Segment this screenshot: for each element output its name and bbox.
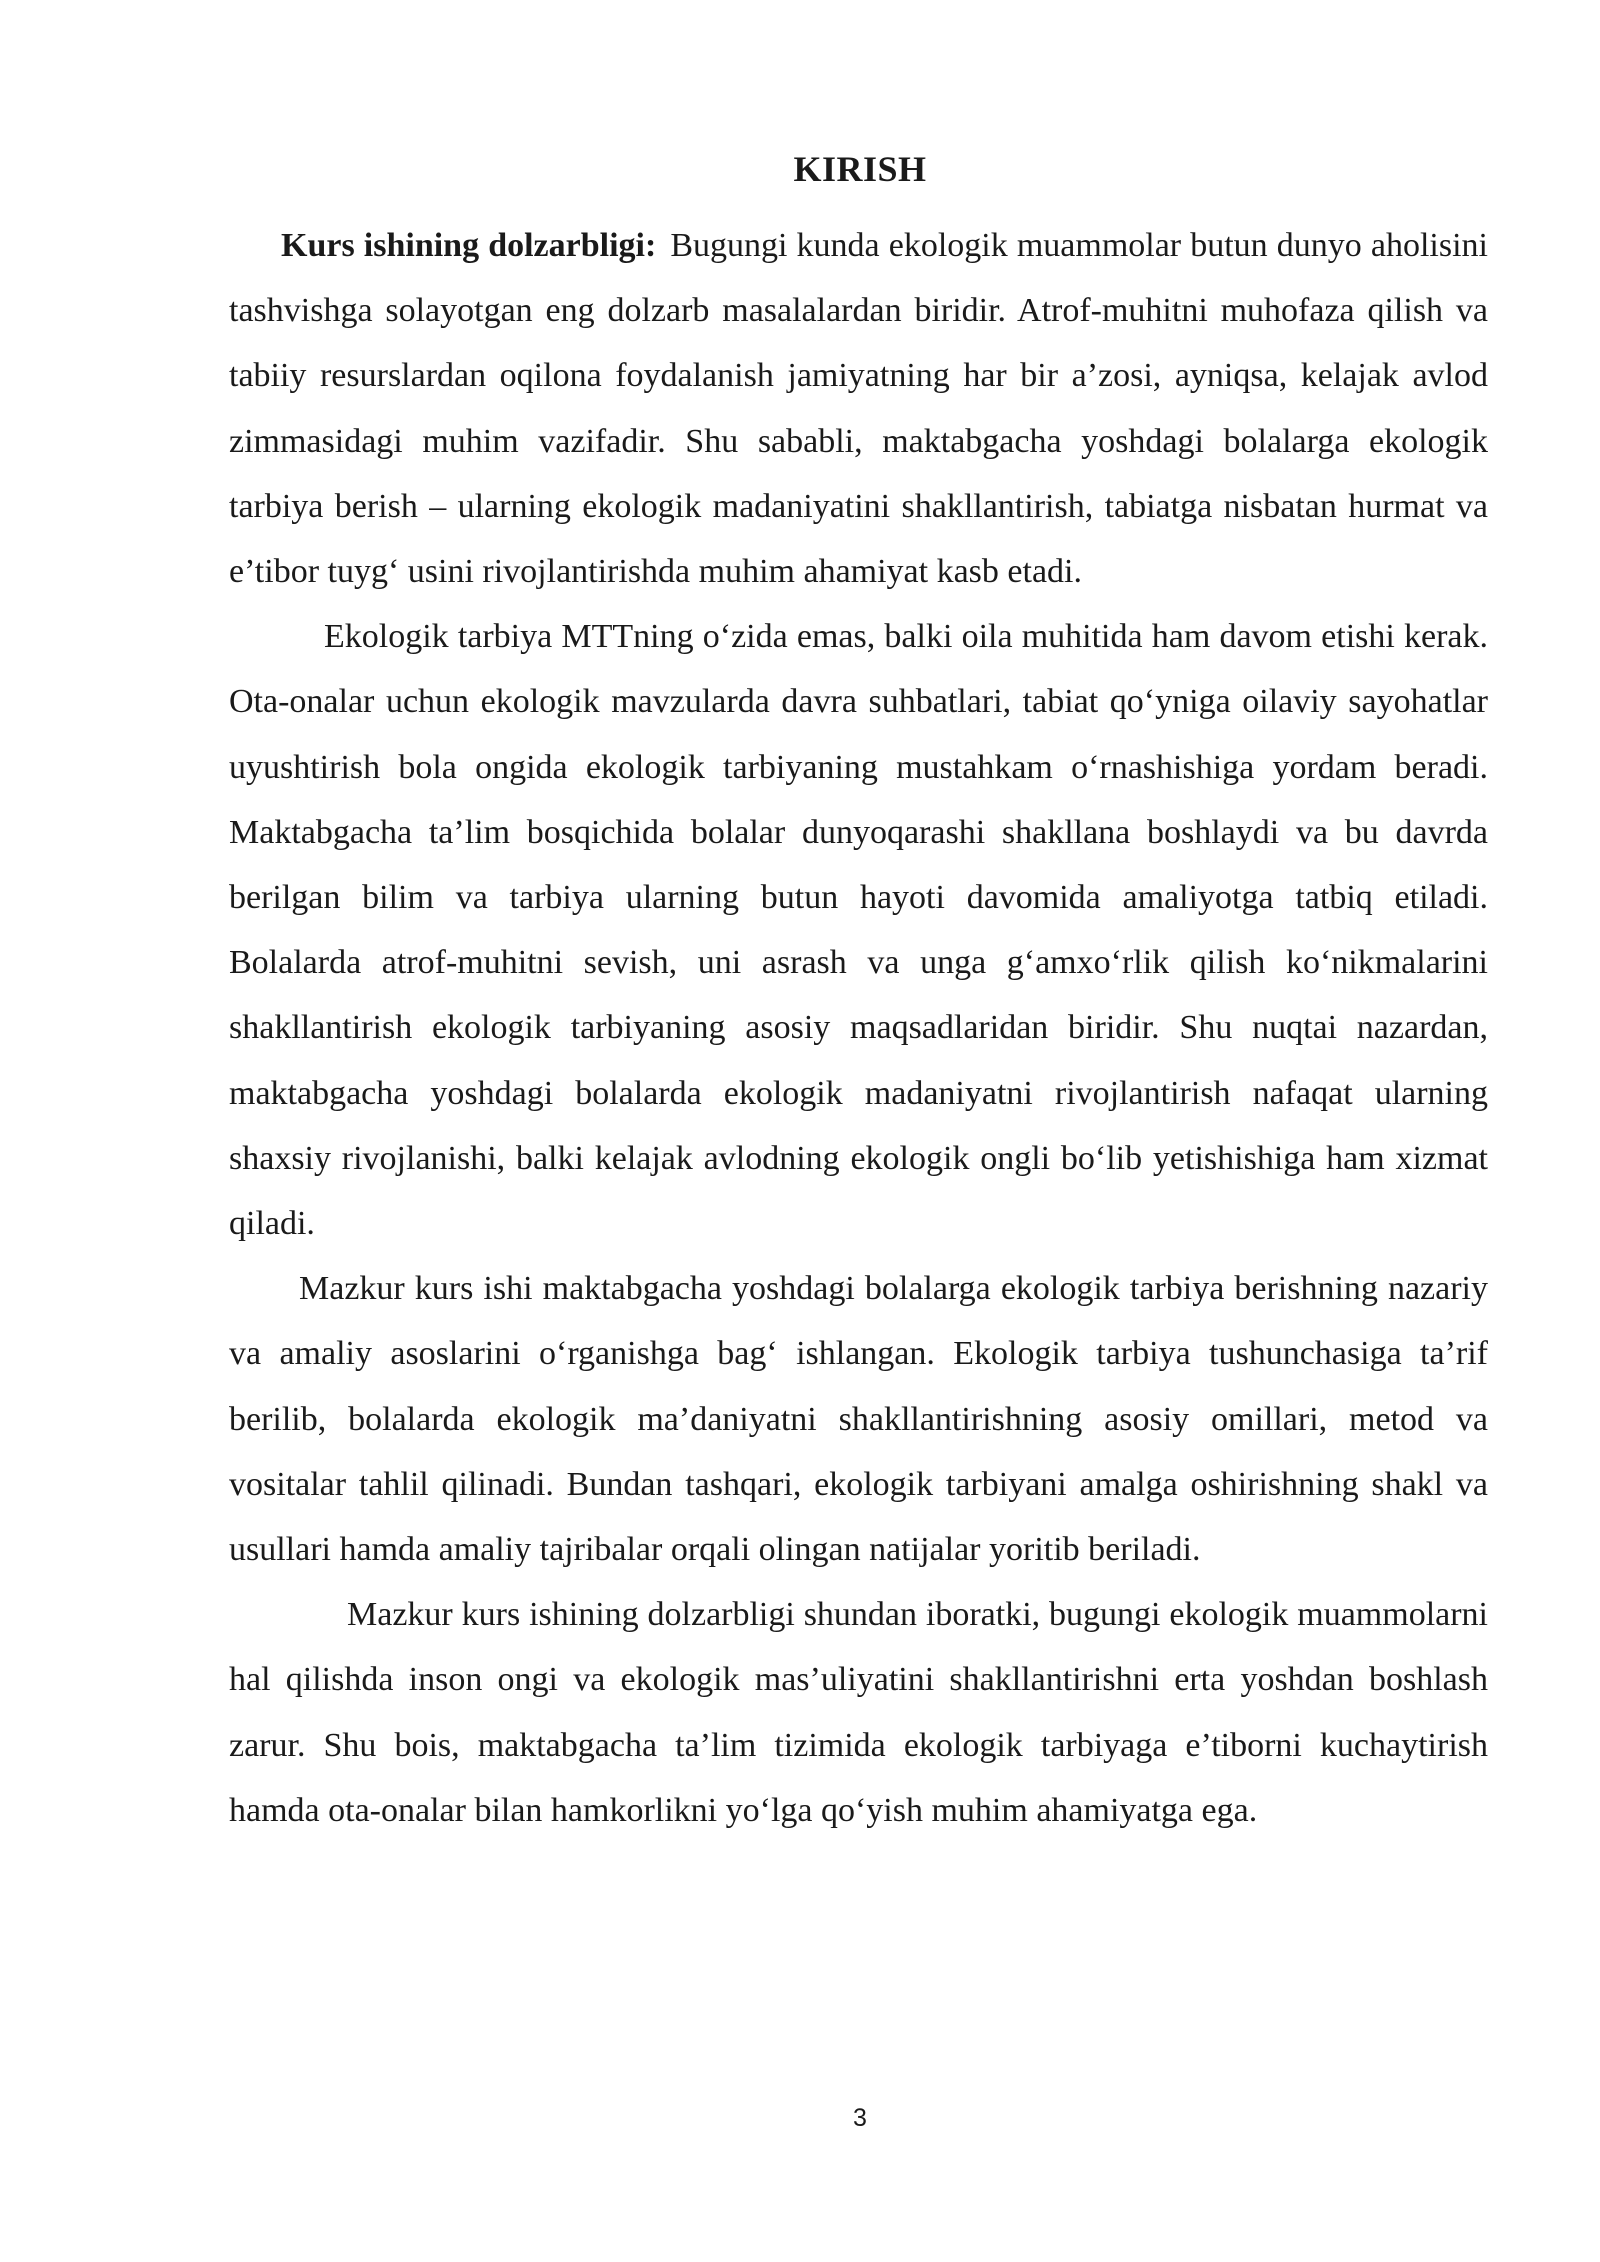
paragraph-course-importance: Mazkur kurs ishining dolzarbligi shundan iboratki, bugungi ekologik muammolarni hal qilishda inson ongi va ekologik mas’uliyatini shakllantirishni erta yoshdan boshlash zarur. Shu bois, maktabgacha ta’lim tizimida ekologik tarbiyaga e’tiborni kuchaytirish hamda ota-onalar bilan hamkorlikni yo‘lga qo‘yish muhim ahamiyatga ega. [229, 1596, 1488, 1829]
paragraph-text: Bugungi kunda ekologik muammolar butun dunyo aholisini tashvishga solayotgan eng dolzarb masalalardan biridir. Atrof-muhitni muhofaza qilish va tabiiy resurslardan oqilona foydalanish jamiyatning har bir a’zosi, ayniqsa, kelajak avlod zimmasidagi muhim vazifadir. Shu sababli, maktabgacha yoshdagi bolalarga ekologik tarbiya berish – ularning ekologik madaniyatini shakllantirish, tabiatga nisbatan hurmat va e’tibor tuyg‘ usini rivojlantirishda muhim ahamiyat kasb etadi. [229, 227, 1488, 591]
document-body [229, 213, 1488, 1843]
paragraph-course-scope: Mazkur kurs ishi maktabgacha yoshdagi bolalarga ekologik tarbiya berishning nazariy va amaliy asoslarini o‘rganishga bag‘ ishlangan. Ekologik tarbiya tushunchasiga ta’rif berilib, bolalarda ekologik ma’daniyatni shakllantirishning asosiy omillari, metod va vositalar tahlil qilinadi. Bundan tashqari, ekologik tarbiyani amalga oshirishning shakl va usullari hamda amaliy tajribalar orqali olingan natijalar yoritib beriladi. [229, 1270, 1488, 1569]
paragraph-family-environment: Ekologik tarbiya MTTning o‘zida emas, balki oila muhitida ham davom etishi kerak. Ota-onalar uchun ekologik mavzularda davra suhbatlari, tabiat qo‘yniga oilaviy sayohatlar uyushtirish bola ongida ekologik tarbiyaning mustahkam o‘rnashishiga yordam beradi. Maktabgacha ta’lim bosqichida bolalar dunyoqarashi shakllana boshlaydi va bu davrda berilgan bilim va tarbiya ularning butun hayoti davomida amaliyotga tatbiq etiladi. Bolalarda atrof-muhitni sevish, uni asrash va unga g‘amxo‘rlik qilish ko‘nikmalarini shakllantirish ekologik tarbiyaning asosiy maqsadlaridan biridir. Shu nuqtai nazardan, maktabgacha yoshdagi bolalarda ekologik madaniyatni rivojlantirish nafaqat ularning shaxsiy rivojlanishi, balki kelajak avlodning ekologik ongli bo‘lib yetishishiga ham xizmat qiladi. [229, 618, 1488, 1243]
page-title: KIRISH [793, 149, 927, 189]
paragraph-relevance [229, 213, 1488, 604]
paragraph-lead-heading: Kurs ishining dolzarbligi: [281, 227, 657, 264]
page-number: 3 [853, 2104, 867, 2132]
